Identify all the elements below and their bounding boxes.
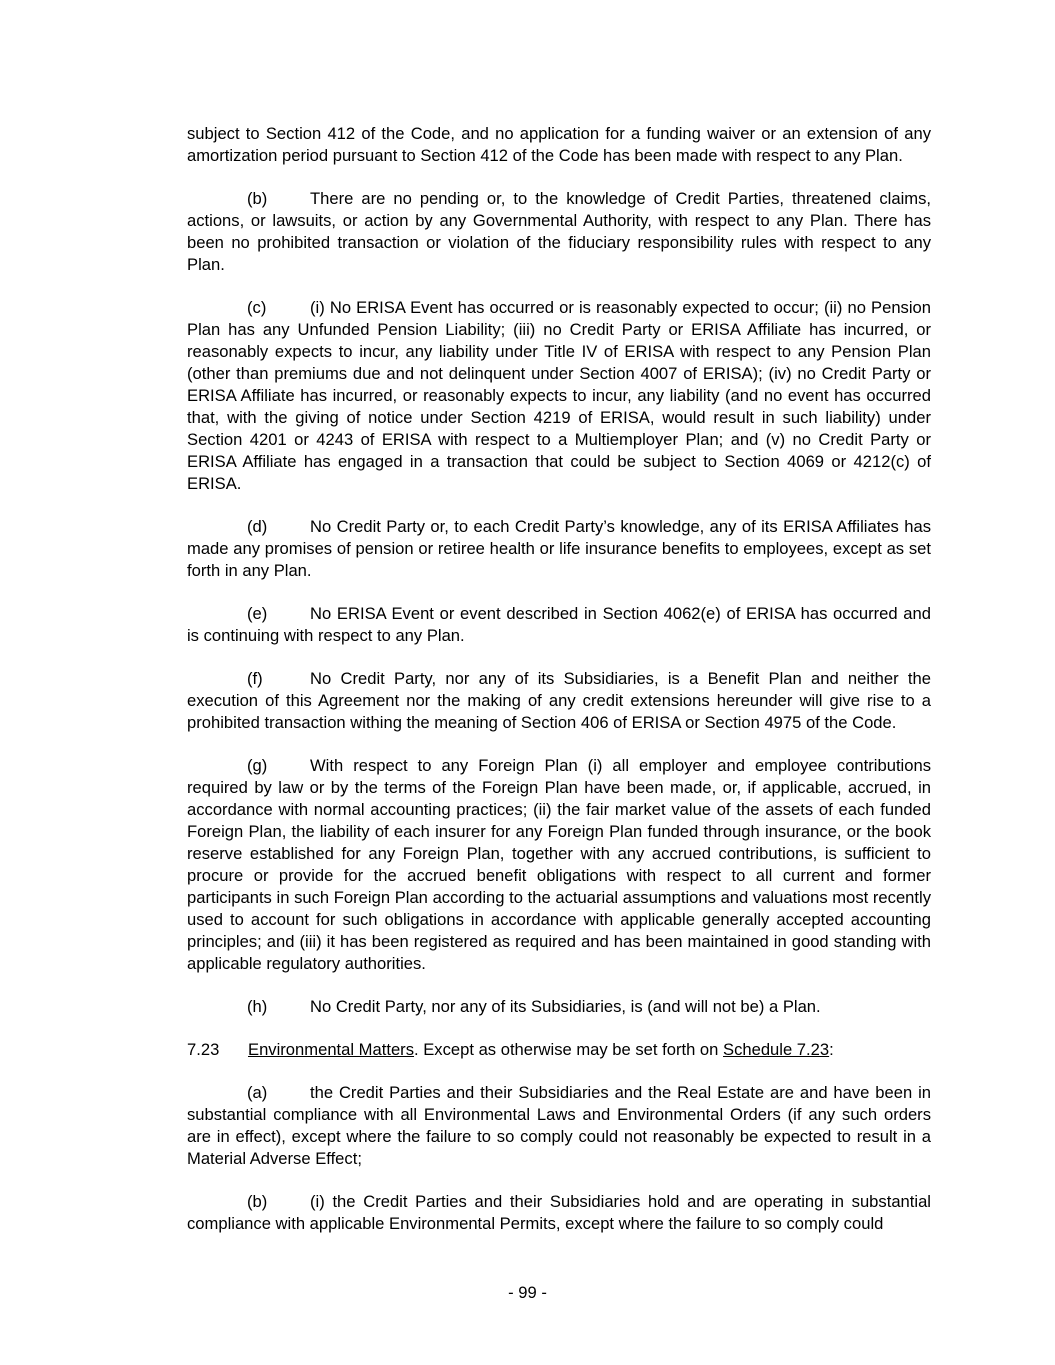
paragraph-text: the Credit Parties and their Subsidiaries and the Real Estate are and have been in substantial compliance with all Environmental Laws and Environmental Orders (if any such orders are in effect), except where the failure to so comply could not reasonably be expected to result in a Material Adverse Effect; <box>187 1083 931 1168</box>
paragraph-text: No ERISA Event or event described in Section 4062(e) of ERISA has occurred and is continuing with respect to any Plan. <box>187 604 931 645</box>
paragraph-label: (e) <box>247 604 268 623</box>
page-number: - 99 - <box>508 1283 547 1302</box>
paragraph-f <box>187 668 931 734</box>
page-body <box>187 123 931 1256</box>
environmental-paragraph-b <box>187 1191 931 1235</box>
paragraph-text: No Credit Party, nor any of its Subsidiaries, is (and will not be) a Plan. <box>310 997 821 1016</box>
paragraph-continuation: subject to Section 412 of the Code, and no application for a funding waiver or an extension of any amortization period pursuant to Section 412 of the Code has been made with respect to any Plan. <box>187 124 931 165</box>
schedule-reference: Schedule 7.23 <box>723 1040 830 1059</box>
environmental-paragraph-a <box>187 1082 931 1170</box>
paragraph-b <box>187 188 931 276</box>
paragraph-label: (d) <box>247 517 268 536</box>
paragraph-label: (f) <box>247 669 263 688</box>
paragraph-label: (c) <box>247 298 267 317</box>
paragraph-text: With respect to any Foreign Plan (i) all employer and employee contributions required by law or by the terms of the Foreign Plan have been made, or, if applicable, accrued, in accordance with normal accounting practices; (ii) the fair market value of the assets of each funded Foreign Plan, the liability of each insurer for any Foreign Plan funded through insurance, or the book reserve established for any Foreign Plan, together with any accrued contributions, is sufficient to procure or provide for the accrued benefit obligations with respect to all current and former participants in such Foreign Plan according to the actuarial assumptions and valuations most recently used to account for such obligations in accordance with applicable generally accepted accounting principles; and (iii) it has been registered as required and has been maintained in good standing with applicable regulatory authorities. <box>187 756 931 973</box>
section-colon: : <box>829 1040 834 1059</box>
paragraph-text: No Credit Party or, to each Credit Party’s knowledge, any of its ERISA Affiliates has made any promises of pension or retiree health or life insurance benefits to employees, except as set forth in any Plan. <box>187 517 931 580</box>
paragraph-text: (i) the Credit Parties and their Subsidiaries hold and are operating in substantial compliance with applicable Environmental Permits, except where the failure to so comply could <box>187 1192 931 1233</box>
paragraph-text: No Credit Party, nor any of its Subsidiaries, is a Benefit Plan and neither the execution of this Agreement nor the making of any credit extensions hereunder will give rise to a prohibited transaction withing the meaning of Section 406 of ERISA or Section 4975 of the Code. <box>187 669 931 732</box>
paragraph-label: (g) <box>247 756 268 775</box>
section-number: 7.23 <box>187 1040 220 1059</box>
paragraph-label: (b) <box>247 189 268 208</box>
paragraph-h <box>187 996 931 1018</box>
paragraph-label: (b) <box>247 1192 268 1211</box>
paragraph-g <box>187 755 931 975</box>
paragraph-text: (i) No ERISA Event has occurred or is reasonably expected to occur; (ii) no Pension Plan has any Unfunded Pension Liability; (iii) no Credit Party or ERISA Affiliate has incurred, or reasonably expects to incur, any liability under Title IV of ERISA with respect to any Pension Plan (other than premiums due and not delinquent under Section 4007 of ERISA); (iv) no Credit Party or ERISA Affiliate has incurred, or reasonably expects to incur, any liability (and no event has occurred that, with the giving of notice under Section 4219 of ERISA, would result in such liability) under Section 4201 or 4243 of ERISA with respect to a Multiemployer Plan; and (v) no Credit Party or ERISA Affiliate has engaged in a transaction that could be subject to Section 4069 or 4212(c) of ERISA. <box>187 298 931 493</box>
paragraph-label: (h) <box>247 997 268 1016</box>
section-heading-7-23 <box>187 1039 931 1061</box>
paragraph-label: (a) <box>247 1083 268 1102</box>
paragraph-text: There are no pending or, to the knowledge of Credit Parties, threatened claims, actions, or lawsuits, or action by any Governmental Authority, with respect to any Plan. There has been no prohibited transaction or violation of the fiduciary responsibility rules with respect to any Plan. <box>187 189 931 274</box>
paragraph-e <box>187 603 931 647</box>
paragraph-d <box>187 516 931 582</box>
section-intro-text: . Except as otherwise may be set forth on <box>414 1040 723 1059</box>
section-title: Environmental Matters <box>248 1040 415 1059</box>
paragraph-c <box>187 297 931 495</box>
